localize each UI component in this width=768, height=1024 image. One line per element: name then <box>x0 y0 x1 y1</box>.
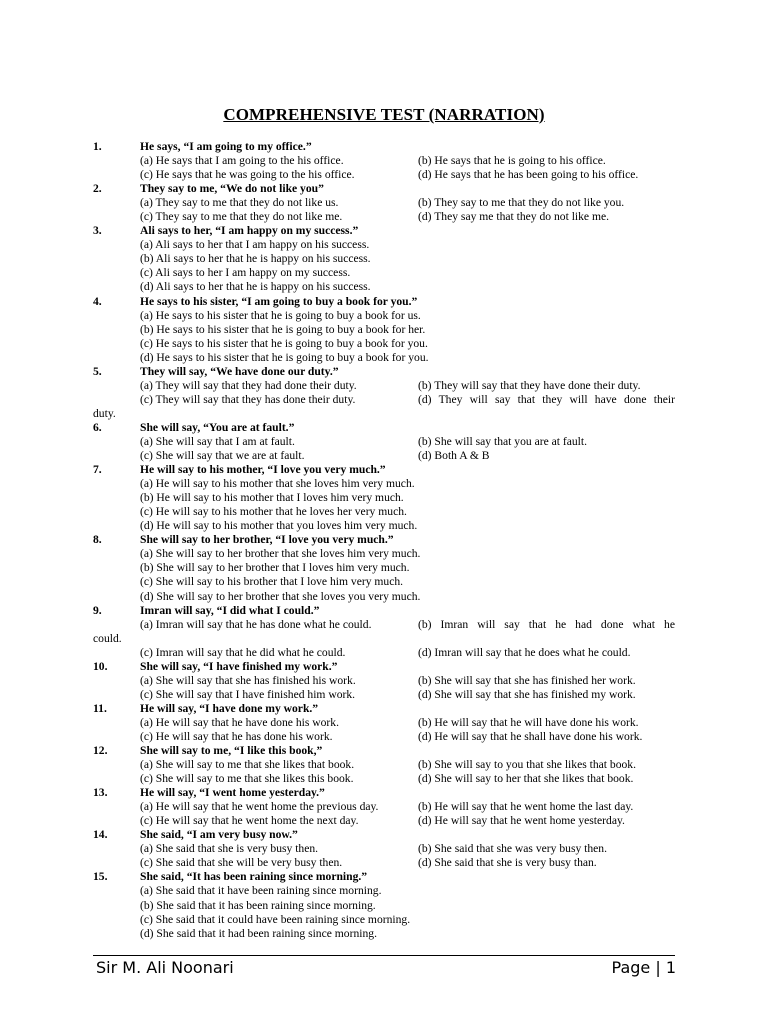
option-d: (d) He says to his sister that he is going to buy a book for you. <box>140 350 429 364</box>
option-b: (b) She will say to you that she likes that book. <box>418 758 636 772</box>
footer-page-number: Page | 1 <box>611 958 676 977</box>
question-text: He says, “I am going to my office.” <box>140 140 312 153</box>
question-1 <box>0 140 768 154</box>
option-b: (b) She will say that she has finished her work. <box>418 673 636 687</box>
question-number: 5. <box>93 364 102 378</box>
question-number: 7. <box>93 463 102 477</box>
option-c: (c) He will say that he went home the next day. <box>140 814 359 828</box>
option-b: (b) He will say that he will have done his work. <box>418 715 639 729</box>
option-c: (c) They say to me that they do not like me. <box>140 210 343 224</box>
question-number: 14. <box>93 828 108 842</box>
option-c: (c) She said that she will be very busy then. <box>140 856 343 870</box>
question-text: She will say, “I have finished my work.” <box>140 659 338 673</box>
option-c: (c) She will say to me that she likes this book. <box>140 772 354 786</box>
question-number: 3. <box>93 224 102 238</box>
option-b: (b) She will say to her brother that I loves him very much. <box>140 561 410 575</box>
option-b: (b) They say to me that they do not like you. <box>418 196 625 210</box>
question-number: 10. <box>93 659 108 673</box>
option-d: (d) She will say that she has finished my work. <box>418 687 636 701</box>
option-b: (b) They will say that they have done their duty. <box>418 378 641 392</box>
question-text: She said, “It has been raining since morning.” <box>140 870 368 884</box>
option-c: (c) She will say that I have finished him work. <box>140 687 356 701</box>
question-text: Ali says to her, “I am happy on my success.” <box>140 224 359 238</box>
question-10 <box>0 660 768 674</box>
question-number: 2. <box>93 182 102 196</box>
option-d: (d) She said that it had been raining since morning. <box>140 926 377 940</box>
page-title: COMPREHENSIVE TEST (NARRATION) <box>223 105 545 124</box>
question-4 <box>0 295 768 309</box>
question-number: 8. <box>93 533 102 547</box>
question-5 <box>0 365 768 379</box>
question-6 <box>0 421 768 435</box>
question-number: 13. <box>93 786 108 800</box>
option-a: (a) She will say to me that she likes that book. <box>140 758 355 772</box>
option-a: (a) He will say to his mother that she loves him very much. <box>140 477 415 491</box>
option-b: (b) He will say to his mother that I loves him very much. <box>140 491 404 505</box>
option-a: (a) They will say that they had done their duty. <box>140 378 357 392</box>
option-c: (c) They will say that they has done their duty. <box>140 392 356 406</box>
option-c: (c) He will say to his mother that he loves her very much. <box>140 505 407 519</box>
question-14 <box>0 828 768 842</box>
option-a: (a) She will say that she has finished his work. <box>140 673 356 687</box>
question-text: They will say, “We have done our duty.” <box>140 364 339 378</box>
question-text: He will say, “I have done my work.” <box>140 701 319 715</box>
question-number: 11. <box>93 701 107 715</box>
question-12 <box>0 744 768 758</box>
option-a: (a) She said that it have been raining since morning. <box>140 884 382 898</box>
question-9 <box>0 604 768 618</box>
option-c: (c) She will say that we are at fault. <box>140 449 305 463</box>
question-text: He says to his sister, “I am going to buy a book for you.” <box>140 294 418 308</box>
question-13 <box>0 786 768 800</box>
option-c: (c) Ali says to her I am happy on my success. <box>140 266 351 280</box>
question-8 <box>0 533 768 547</box>
option-b: (b) She will say that you are at fault. <box>418 434 588 448</box>
option-c: (c) He says to his sister that he is going to buy a book for you. <box>140 336 428 350</box>
question-text: She will say to her brother, “I love you very much.” <box>140 533 394 547</box>
question-list <box>0 140 768 941</box>
question-number: 15. <box>93 870 108 884</box>
option-d: (d) He will say that he went home yesterday. <box>418 814 625 828</box>
question-number: 9. <box>93 603 102 617</box>
question-text: He will say, “I went home yesterday.” <box>140 786 325 800</box>
option-d: (d) Both A & B <box>418 449 490 463</box>
option-b-wrap: could. <box>93 631 122 645</box>
question-3 <box>0 224 768 238</box>
option-d-wrap: duty. <box>93 406 116 420</box>
option-a: (a) She will say that I am at fault. <box>140 434 295 448</box>
question-number: 6. <box>93 420 102 434</box>
option-a: (a) She will say to her brother that she loves him very much. <box>140 547 421 561</box>
question-7 <box>0 463 768 477</box>
question-text: She will say, “You are at fault.” <box>140 420 295 434</box>
option-a: (a) He says that I am going to the his office. <box>140 154 344 168</box>
question-text: Imran will say, “I did what I could.” <box>140 603 320 617</box>
question-text: She said, “I am very busy now.” <box>140 828 298 842</box>
option-c: (c) He will say that he has done his work. <box>140 729 333 743</box>
question-11 <box>0 702 768 716</box>
option-a: (a) Ali says to her that I am happy on his success. <box>140 238 370 252</box>
question-number: 1. <box>93 140 102 153</box>
option-b: (b) He says that he is going to his office. <box>418 154 606 168</box>
option-d: (d) She will say to her brother that she loves you very much. <box>140 589 421 603</box>
question-number: 12. <box>93 744 108 758</box>
option-c: (c) He says that he was going to the his office. <box>140 168 355 182</box>
option-b: (b) She said that she was very busy then. <box>418 842 608 856</box>
option-a: (a) They say to me that they do not like us. <box>140 196 339 210</box>
option-d: (d) They will say that they will have done their <box>418 392 675 406</box>
option-b: (b) He will say that he went home the last day. <box>418 800 634 814</box>
question-text: They say to me, “We do not like you” <box>140 182 324 196</box>
option-d: (d) He says that he has been going to his office. <box>418 168 639 182</box>
question-number: 4. <box>93 294 102 308</box>
option-d: (d) She said that she is very busy than. <box>418 856 597 870</box>
option-b: (b) Ali says to her that he is happy on his success. <box>140 252 371 266</box>
option-a: (a) Imran will say that he has done what he could. <box>140 617 372 631</box>
question-2 <box>0 182 768 196</box>
option-a: (a) He says to his sister that he is going to buy a book for us. <box>140 308 421 322</box>
footer-author: Sir M. Ali Noonari <box>96 958 234 977</box>
option-d: (d) Ali says to her that he is happy on his success. <box>140 280 371 294</box>
option-d: (d) She will say to her that she likes that book. <box>418 772 634 786</box>
question-text: He will say to his mother, “I love you very much.” <box>140 463 386 477</box>
option-d: (d) He will say to his mother that you loves him very much. <box>140 519 418 533</box>
option-a: (a) She said that she is very busy then. <box>140 842 319 856</box>
option-a: (a) He will say that he have done his work. <box>140 715 339 729</box>
option-d: (d) Imran will say that he does what he could. <box>418 645 631 659</box>
option-c: (c) She will say to his brother that I love him very much. <box>140 575 404 589</box>
option-b: (b) She said that it has been raining since morning. <box>140 898 376 912</box>
option-a: (a) He will say that he went home the previous day. <box>140 800 379 814</box>
option-d: (d) They say me that they do not like me. <box>418 210 610 224</box>
question-text: She will say to me, “I like this book,” <box>140 744 323 758</box>
option-b: (b) He says to his sister that he is going to buy a book for her. <box>140 322 426 336</box>
option-c: (c) Imran will say that he did what he could. <box>140 645 346 659</box>
footer-divider <box>93 955 675 956</box>
option-d: (d) He will say that he shall have done his work. <box>418 729 643 743</box>
option-c: (c) She said that it could have been raining since morning. <box>140 912 411 926</box>
question-15 <box>0 870 768 884</box>
option-b: (b) Imran will say that he had done what he <box>418 617 675 631</box>
